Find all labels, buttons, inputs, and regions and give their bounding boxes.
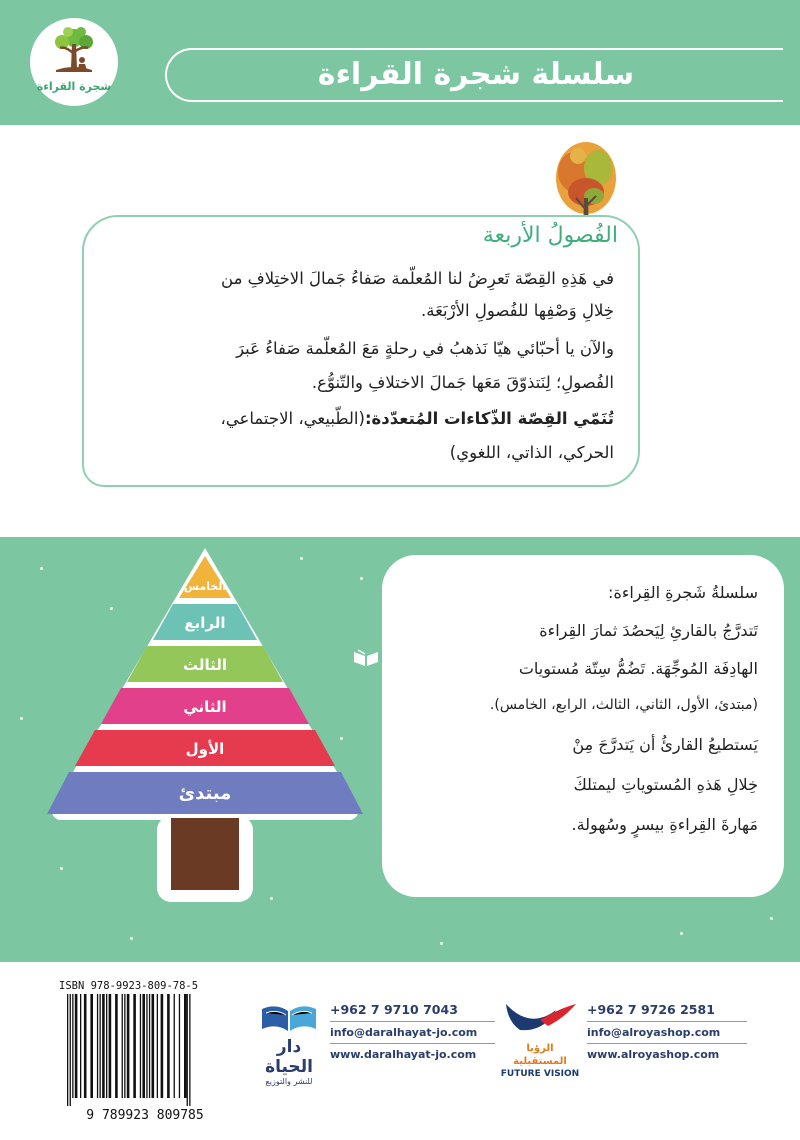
snow-dot (770, 917, 773, 920)
hayat-phone: +962 7 9710 7043 (330, 1002, 458, 1017)
info-levels-list: (مبتدئ، الأول، الثاني، الثالث، الرابع، الخامس). (489, 697, 758, 713)
open-book-icon (352, 648, 380, 668)
barcode-bar (189, 994, 190, 1106)
barcode-bar (115, 994, 118, 1098)
barcode-bar (133, 994, 136, 1098)
barcode-bar (184, 994, 187, 1098)
info-heading: سلسلةُ شَجرةِ القِراءة: (608, 583, 758, 602)
series-info-card (382, 555, 784, 897)
series-title: سلسلة شجرة القراءة (317, 57, 635, 92)
description-line: والآن يا أحبّائي هيّا نَذهبُ في رحلةٍ مَعَ المُعلّمة صَفاءُ عَبرَ (236, 339, 614, 358)
intelligences-list-part2: الحركي، الذاتي، اللغوي) (449, 443, 614, 462)
description-line: في هَذِهِ القِصّة تَعرِضُ لنا المُعلّمة صَفاءُ جَمالَ الاختِلافِ من (221, 269, 614, 288)
future-vision-contacts (587, 1002, 747, 1061)
barcode-bar (102, 994, 105, 1098)
dar-alhayat-logo (258, 1003, 320, 1086)
divider (330, 1043, 495, 1044)
barcode-bar (80, 994, 81, 1098)
barcode-bar (90, 994, 93, 1098)
vision-swoosh-icon (500, 1000, 580, 1038)
info-line: مَهارةَ القِراءةِ بيسرٍ وسُهولة. (571, 815, 758, 834)
pyramid-tier-label: الثالث (182, 656, 228, 674)
vision-website[interactable]: www.alroyashop.com (587, 1048, 720, 1061)
barcode-bar (140, 994, 141, 1098)
vision-english-name: FUTURE VISION (500, 1069, 580, 1079)
snow-dot (130, 937, 133, 940)
barcode-bar (161, 994, 164, 1098)
barcode-bar (149, 994, 150, 1098)
snow-dot (20, 717, 23, 720)
barcode-bar (97, 994, 98, 1098)
series-title-frame (165, 48, 783, 102)
barcode-bar (167, 994, 170, 1098)
divider (330, 1021, 495, 1022)
tree-logo-icon (44, 24, 104, 80)
reading-levels-pyramid (45, 548, 365, 908)
barcode-bar (124, 994, 125, 1098)
info-line: تَتدرَّجُ بالقارئِ لِيَحصُدَ ثمارَ القِراءة (539, 621, 758, 640)
dar-alhayat-tag: للنشر والتوزيع (265, 1077, 313, 1086)
barcode-bar (67, 994, 68, 1106)
hayat-website[interactable]: www.daralhayat-jo.com (330, 1048, 477, 1061)
logo-caption: شجرة القراءة (36, 80, 112, 93)
pyramid-tier-label: الثاني (183, 698, 227, 716)
info-line: يَستطيعُ القارئُ أن يَتدرَّجَ مِنْ (572, 735, 758, 754)
info-line: الهادِفَة المُوجِّهَة. تَضُمُّ سِتّة مُستويات (518, 659, 758, 678)
barcode-block (55, 978, 235, 1128)
barcode-bar (109, 994, 112, 1098)
description-line: الفُصولِ؛ لِنَتذوّقَ مَعَها جَمالَ الاختلافِ والتّنوُّع. (311, 373, 614, 392)
barcode-bar (75, 994, 78, 1098)
barcode-bar (157, 994, 158, 1098)
description-line: خِلالِ وَصْفِها للفُصولِ الأرْبَعَة. (421, 301, 614, 320)
dar-alhayat-contacts (330, 1002, 495, 1061)
barcode-bar (72, 994, 73, 1098)
barcode-bar (122, 994, 123, 1098)
barcode-bar (187, 994, 188, 1106)
divider (587, 1043, 747, 1044)
barcode-bar (142, 994, 145, 1098)
info-line: خِلالِ هَذهِ المُستوياتِ ليمتلكَ (573, 775, 758, 794)
barcode-bar (100, 994, 101, 1098)
snow-dot (40, 567, 43, 570)
snow-dot (680, 932, 683, 935)
snow-dot (440, 942, 443, 945)
story-description-panel (82, 215, 640, 487)
intelligences-lead: تُنَمّي القِصّة الذّكاءات المُتعدّدة: (364, 409, 614, 428)
barcode-bar (127, 994, 130, 1098)
barcode-bar (174, 994, 175, 1098)
barcode-digits: 9 789923 809785 (86, 1108, 204, 1123)
barcode-bar (106, 994, 107, 1098)
barcode-bar (179, 994, 180, 1098)
pyramid-tier-label: الرابع (184, 614, 226, 632)
series-logo (30, 18, 118, 106)
barcode-bars (59, 994, 231, 1106)
vision-arabic-name: الرؤيا المستقبلية (513, 1043, 567, 1067)
barcode-bar (84, 994, 87, 1098)
story-title: الفُصولُ الأربعة (482, 223, 618, 248)
vision-email[interactable]: info@alroyashop.com (587, 1026, 721, 1039)
intelligences-line (220, 409, 614, 428)
pyramid-trunk (171, 818, 239, 890)
intelligences-list-part1: (الطّبيعي، الاجتماعي، (220, 409, 365, 428)
future-vision-logo (500, 1000, 580, 1079)
isbn-text: ISBN 978-9923-809-78-5 (59, 980, 199, 992)
barcode-bar (70, 994, 71, 1106)
barcode-bar (152, 994, 155, 1098)
barcode-bar (146, 994, 147, 1098)
dar-alhayat-name: دار الحياة (265, 1037, 313, 1077)
divider (587, 1021, 747, 1022)
vision-phone: +962 7 9726 2581 (587, 1002, 715, 1017)
open-book-logo-icon (258, 1003, 320, 1033)
pyramid-tier-label: الأول (185, 740, 225, 758)
hayat-email[interactable]: info@daralhayat-jo.com (330, 1026, 478, 1039)
pyramid-tier-label: مبتدئ (178, 783, 232, 804)
pyramid-tier-label: الخامس (183, 580, 227, 593)
